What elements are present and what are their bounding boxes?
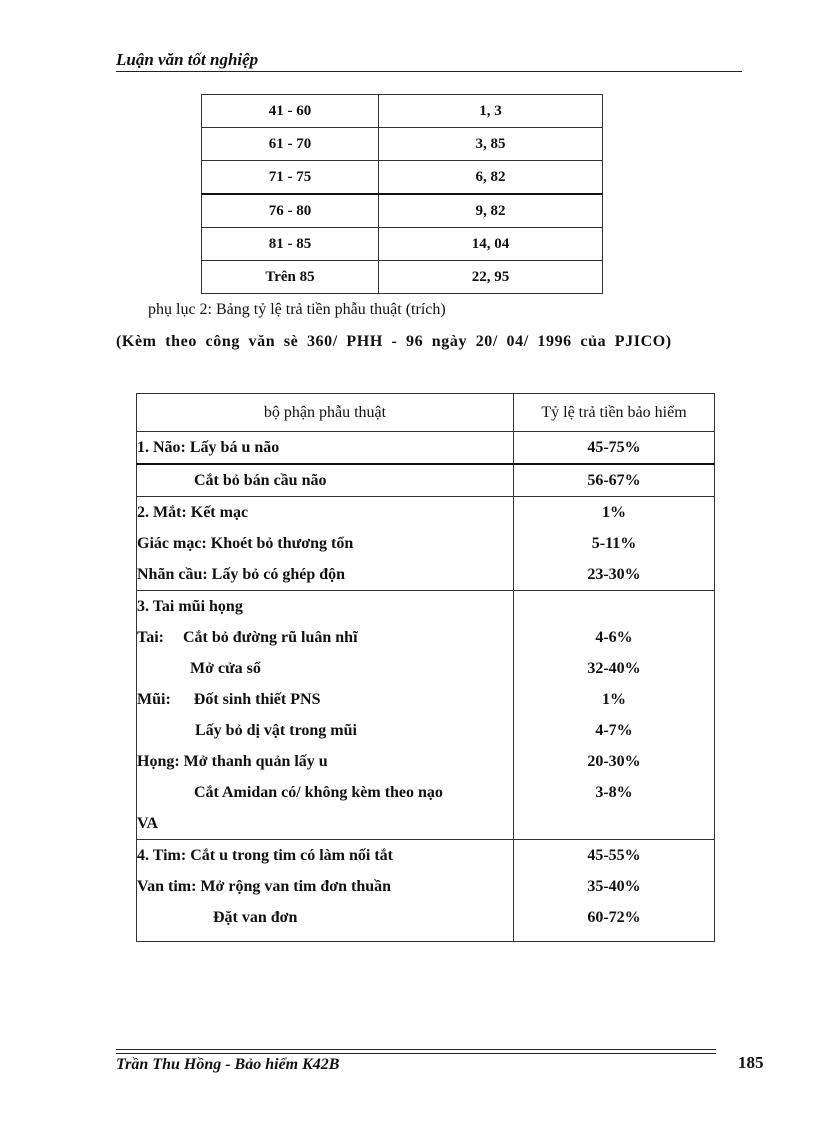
value-cell: 22, 95 [379, 261, 603, 294]
table-row [202, 95, 603, 128]
brain-section [137, 432, 514, 465]
heart-section [137, 840, 514, 942]
rate-cell [514, 497, 715, 591]
section-title: 3. Tai mũi họng [137, 598, 243, 615]
row-label: Họng: Mở thanh quản lấy u [137, 753, 328, 770]
table-row [137, 591, 715, 840]
eye-section [137, 497, 514, 591]
rate-value: 60-72% [587, 909, 641, 926]
payment-rate-table [201, 94, 603, 294]
page-header-title: Luận văn tốt nghiệp [116, 50, 259, 69]
range-cell: Trên 85 [202, 261, 379, 294]
footer-rule [116, 1049, 716, 1050]
row-label [137, 684, 513, 715]
surgery-rate-table [136, 393, 715, 942]
value-cell: 3, 85 [379, 128, 603, 161]
table-row [202, 228, 603, 261]
rate-value: 23-30% [587, 566, 641, 583]
nose-label: Mũi: [137, 691, 171, 708]
rate-value: 4-7% [595, 722, 633, 739]
table-row [137, 840, 715, 942]
footer-author: Trần Thu Hồng - Bảo hiểm K42B [116, 1056, 340, 1073]
row-label: Mở cửa sổ [190, 660, 261, 677]
rate-value: 45-55% [587, 847, 641, 864]
range-cell: 81 - 85 [202, 228, 379, 261]
brain-subsection [137, 464, 514, 497]
range-cell: 61 - 70 [202, 128, 379, 161]
row-label [137, 622, 513, 653]
row-label-continued: VA [137, 815, 159, 832]
row-label: Cắt Amidan có/ không kèm theo nạo [194, 784, 443, 801]
value-cell: 14, 04 [379, 228, 603, 261]
rate-value: 56-67% [587, 472, 641, 489]
row-label: Nhãn cầu: Lấy bỏ có ghép độn [137, 566, 346, 583]
row-label: Van tim: Mở rộng van tim đơn thuần [137, 878, 392, 895]
header-part: bộ phận phẫu thuật [137, 394, 514, 432]
table-caption: phụ lục 2: Bảng tỷ lệ trả tiền phẫu thuật (trích) [148, 301, 446, 318]
row-label: 2. Mắt: Kết mạc [137, 504, 249, 521]
header-rate: Tỷ lệ trả tiền bảo hiểm [514, 394, 715, 432]
table-row [202, 161, 603, 195]
value-cell: 1, 3 [379, 95, 603, 128]
range-cell: 76 - 80 [202, 194, 379, 228]
rate-cell [514, 591, 715, 840]
range-cell: 71 - 75 [202, 161, 379, 195]
table-row [202, 261, 603, 294]
page-number: 185 [738, 1053, 764, 1072]
rate-value: 1% [602, 504, 626, 521]
rate-value: 3-8% [595, 784, 633, 801]
ent-section [137, 591, 514, 840]
row-label: Lấy bỏ dị vật trong mũi [195, 722, 357, 739]
row-label: Đặt van đơn [213, 909, 298, 926]
rate-cell [514, 840, 715, 942]
rate-cell [514, 464, 715, 497]
value-cell: 9, 82 [379, 194, 603, 228]
table-row [137, 432, 715, 465]
table-row [137, 464, 715, 497]
value-cell: 6, 82 [379, 161, 603, 195]
rate-value: 5-11% [591, 535, 637, 552]
row-label: 1. Não: Lấy bá u não [137, 439, 280, 456]
rate-value: 32-40% [587, 660, 641, 677]
table-row [137, 497, 715, 591]
ear-label: Tai: [137, 629, 164, 646]
header-rule [116, 71, 742, 72]
table-subcaption: (Kèm theo công văn sè 360/ PHH - 96 ngày 20/ 04/ 1996 của PJICO) [116, 333, 672, 350]
table-row [202, 128, 603, 161]
rate-value: 20-30% [587, 753, 641, 770]
footer-rule [116, 1053, 716, 1054]
table-row [202, 194, 603, 228]
row-label: Giác mạc: Khoét bỏ thương tổn [137, 535, 354, 552]
nose-procedure: Đốt sinh thiết PNS [193, 691, 321, 708]
rate-value: 4-6% [595, 629, 633, 646]
ear-procedure: Cắt bỏ đường rũ luân nhĩ [182, 629, 358, 646]
rate-value: 45-75% [587, 439, 641, 456]
rate-value: 35-40% [587, 878, 641, 895]
rate-value: 1% [602, 691, 626, 708]
range-cell: 41 - 60 [202, 95, 379, 128]
row-label: 4. Tim: Cắt u trong tim có làm nối tắt [137, 847, 393, 864]
row-label: Cắt bỏ bán cầu não [194, 472, 327, 489]
rate-spacer [514, 591, 714, 622]
rate-cell [514, 432, 715, 465]
table-header-row [137, 394, 715, 432]
